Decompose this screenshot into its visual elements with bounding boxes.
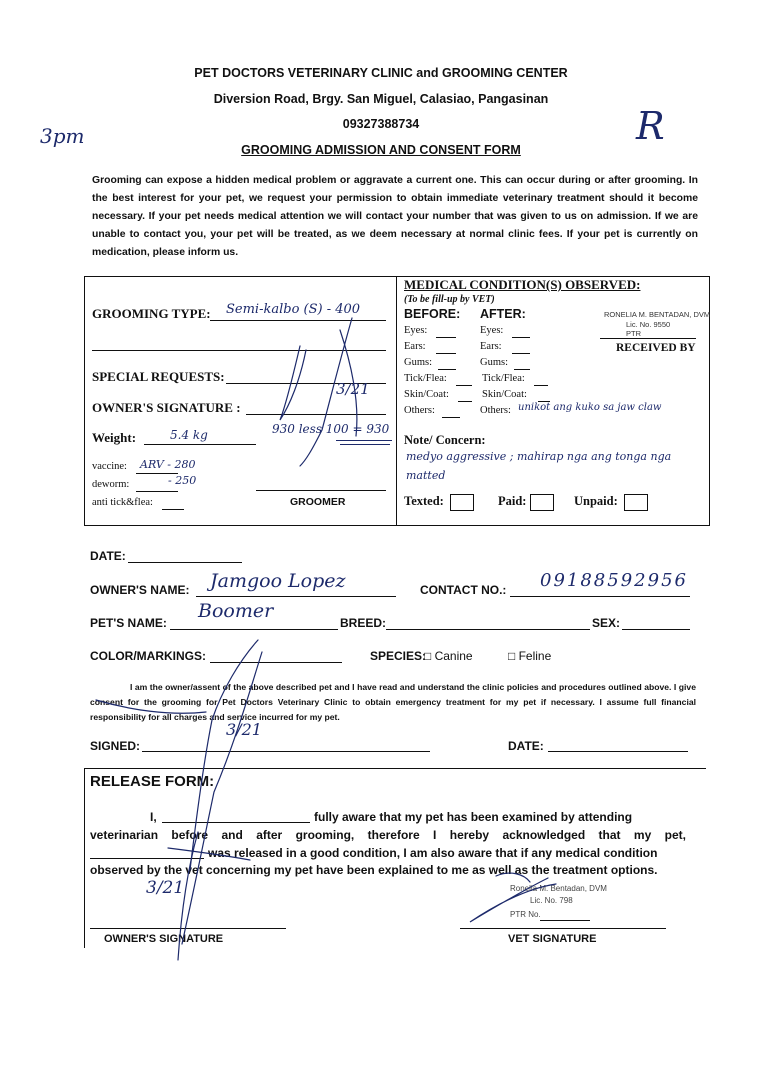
medical-before-row-tick: Tick/Flea: — [404, 373, 447, 384]
release-text-3: was released in a good condition, I am also aware that if any medical condition — [208, 846, 658, 860]
weight-label: Weight: — [92, 430, 137, 445]
medical-after-row-eyes: Eyes: — [480, 325, 504, 336]
signature-date: 3/21 — [336, 380, 370, 398]
species-canine[interactable]: □ Canine — [424, 649, 473, 663]
medical-after-row-tick: Tick/Flea: — [482, 373, 525, 384]
release-vet-stamp-name: Ronelia M. Bentadan, DVM — [510, 884, 607, 893]
signed-date-handwritten: 3/21 — [226, 720, 262, 739]
vet-signature-stroke-2 — [496, 873, 530, 882]
unpaid-label: Unpaid: — [574, 494, 618, 508]
margin-time-note: 3pm — [40, 124, 85, 148]
medical-after-row-ears: Ears: — [480, 341, 502, 352]
consent-paragraph: I am the owner/assent of the above described pet and I have read and understand the clinic policies and procedures outlined above. I give consent for the grooming for Pet Doctors Veterinary Clinic to obtain emergency treatment for my pet if necessary. I assume full financial responsibility for all charges and service incurred for my pet. — [90, 682, 696, 722]
top-signature-stroke-1 — [280, 346, 306, 420]
note-value: medyo aggressive ; mahirap nga ang tonga nga matted — [406, 450, 672, 482]
others-after-value: unikot ang kuko sa jaw claw — [518, 402, 662, 413]
price-computation: 930 less 100 = 930 — [272, 422, 390, 436]
pet-name-label: PET'S NAME: — [90, 616, 167, 630]
top-signature-stroke-2 — [300, 318, 352, 466]
medical-before-row-skin: Skin/Coat: — [404, 389, 449, 400]
color-label: COLOR/MARKINGS: — [90, 649, 206, 663]
release-handwritten-date: 3/21 — [146, 878, 185, 898]
clinic-name: PET DOCTORS VETERINARY CLINIC and GROOMING CENTER — [194, 66, 568, 80]
clinic-phone: 09327388734 — [342, 117, 420, 131]
note-label: Note/ Concern: — [404, 433, 486, 447]
paid-label: Paid: — [498, 494, 527, 508]
owner-name-label: OWNER'S NAME: — [90, 583, 190, 597]
grooming-type-value: Semi-kalbo (S) - 400 — [226, 302, 361, 317]
vet-stamp-name: RONELIA M. BENTADAN, DVM — [604, 310, 711, 319]
medical-after-row-skin: Skin/Coat: — [482, 389, 527, 400]
medical-title: MEDICAL CONDITION(S) OBSERVED: — [404, 277, 641, 292]
vet-signature-stroke-1 — [470, 878, 556, 922]
medical-before-row-gums: Gums: — [404, 357, 433, 368]
before-label: BEFORE: — [404, 307, 461, 321]
release-text-4: observed by the vet concerning my pet have been explained to me as well as the treatment options. — [90, 863, 658, 877]
vet-stamp-ptr: PTR — [626, 329, 641, 338]
pet-name-value: Boomer — [198, 600, 274, 622]
release-title: RELEASE FORM: — [90, 773, 215, 790]
vet-sig-label: VET SIGNATURE — [508, 933, 597, 945]
groomer-label: GROOMER — [290, 496, 346, 508]
middle-signature-stroke-3 — [96, 700, 206, 713]
date-label: DATE: — [90, 549, 126, 563]
species-feline[interactable]: □ Feline — [508, 649, 552, 663]
grooming-type-label: GROOMING TYPE: — [92, 306, 211, 321]
release-vet-stamp-lic: Lic. No. 798 — [530, 896, 573, 905]
owner-signature-label: OWNER'S SIGNATURE : — [92, 400, 241, 415]
contact-label: CONTACT NO.: — [420, 583, 507, 597]
deworm-label: deworm: — [92, 479, 130, 490]
texted-label: Texted: — [404, 494, 444, 508]
vet-stamp-lic: Lic. No. 9550 — [626, 320, 671, 329]
deworm-value: - 250 — [168, 474, 197, 487]
medical-before-row-others: Others: — [404, 405, 435, 416]
form-title: GROOMING ADMISSION AND CONSENT FORM — [241, 143, 521, 157]
medical-before-row-ears: Ears: — [404, 341, 426, 352]
signed-label: SIGNED: — [90, 739, 141, 753]
top-signature-stroke-3 — [340, 330, 357, 436]
sex-label: SEX: — [592, 616, 621, 630]
owner-sig-label: OWNER'S SIGNATURE — [104, 933, 224, 945]
clinic-address: Diversion Road, Brgy. San Miguel, Calasiao, Pangasinan — [213, 92, 549, 106]
release-text-i: I, — [150, 810, 157, 824]
release-text-2: veterinarian before and after grooming, therefore I hereby acknowledged that my pet, — [90, 828, 686, 842]
vaccine-value: ARV - 280 — [140, 458, 196, 471]
breed-label: BREED: — [340, 616, 387, 630]
medical-after-row-gums: Gums: — [480, 357, 509, 368]
after-label: AFTER: — [480, 307, 526, 321]
margin-mark: R — [636, 104, 665, 148]
special-requests-label: SPECIAL REQUESTS: — [92, 369, 225, 384]
species-label: SPECIES: — [370, 649, 427, 663]
medical-after-row-others: Others: — [480, 405, 511, 416]
release-vet-stamp-ptr: PTR No. — [510, 910, 541, 919]
contact-value: 09188592956 — [540, 570, 688, 591]
vaccine-label: vaccine: — [92, 461, 127, 472]
medical-subtitle: (To be fill-up by VET) — [404, 294, 495, 305]
intro-paragraph: Grooming can expose a hidden medical problem or aggravate a current one. This can occur during or after grooming. In the best interest for your pet, we request your permission to obtain immediate veterinary treatment should it become necessary. If your pet needs medical attention we will contact your number that was given to us on admission. If we are unable to contact you, your pet will be treated, as we deem necessary at normal clinic fees. If your pet is currently on medication, please inform us. — [92, 175, 698, 258]
release-signature-stroke-2 — [168, 848, 250, 860]
owner-name-value: Jamgoo Lopez — [210, 570, 346, 592]
middle-signature-stroke-2 — [190, 640, 258, 870]
date2-label: DATE: — [508, 739, 544, 753]
received-by-label: RECEIVED BY — [616, 342, 696, 354]
release-text-1: fully aware that my pet has been examined by attending — [314, 810, 633, 824]
antitick-label: anti tick&flea: — [92, 497, 153, 508]
medical-before-row-eyes: Eyes: — [404, 325, 428, 336]
weight-value: 5.4 kg — [170, 428, 208, 442]
